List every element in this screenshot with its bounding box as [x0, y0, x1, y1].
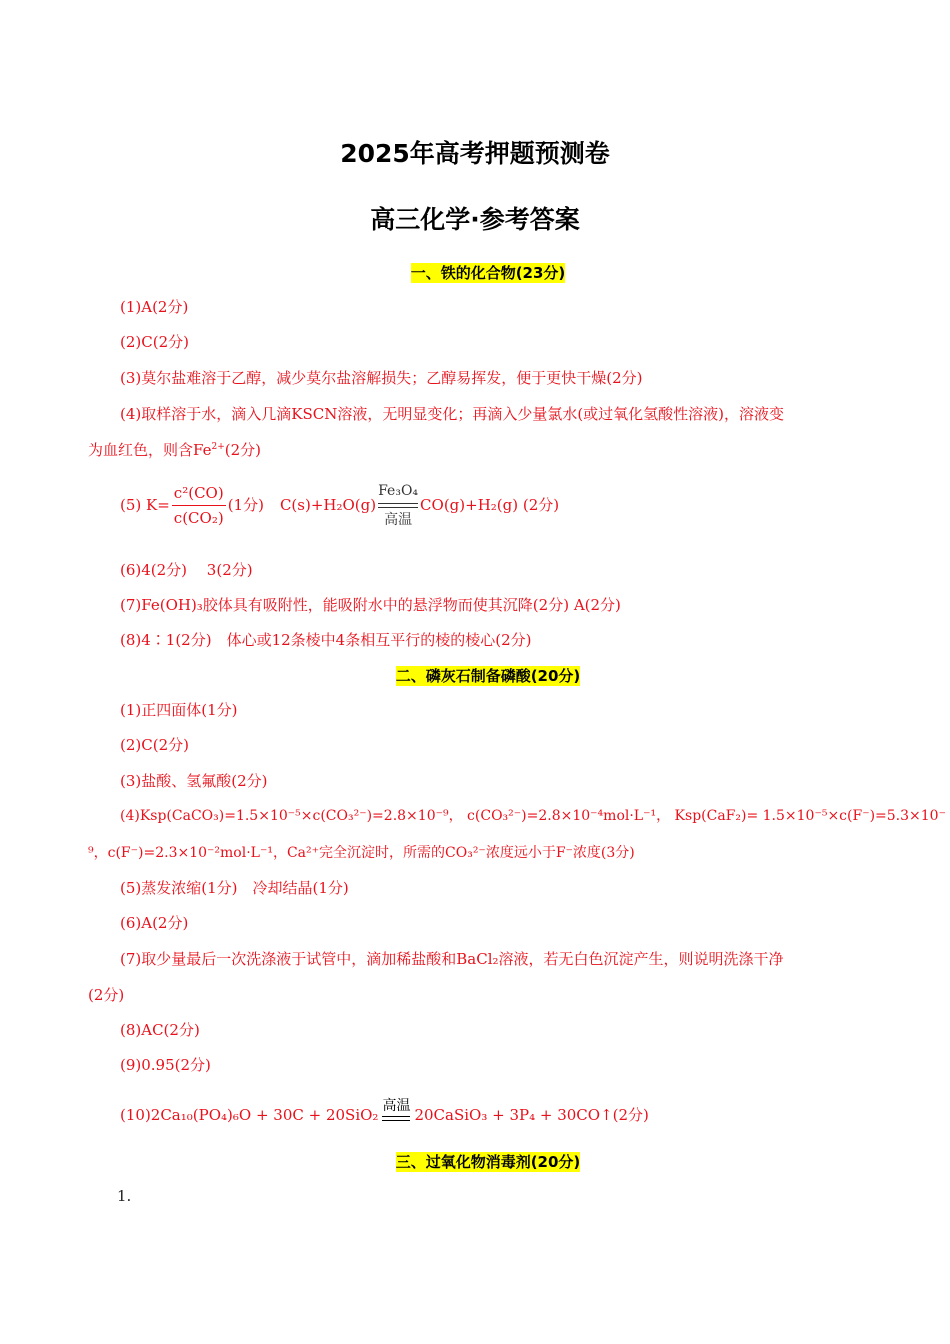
reaction-products: 20CaSiO₃ + 3P₄ + 30CO↑(2分): [414, 1106, 649, 1124]
s3-answer-1: 1.: [117, 1187, 132, 1205]
s2-answer-1: (1)正四面体(1分): [120, 701, 238, 719]
s1-answer-5: [120, 475, 559, 535]
k-numerator: c²(CO): [172, 483, 226, 506]
s1-answer-3: (3)莫尔盐难溶于乙醇，减少莫尔盐溶解损失；乙醇易挥发，便于更快干燥(2分): [120, 369, 643, 387]
s2-answer-7-line2: (2分): [88, 986, 125, 1004]
equal-sign: [382, 1116, 410, 1121]
s1-answer-4-line1: (4)取样溶于水，滴入几滴KSCN溶液，无明显变化；再滴入少量氯水(或过氧化氢酸性溶液)，溶液变: [120, 405, 785, 423]
k-score: (1分): [227, 496, 264, 514]
s2-answer-8: (8)AC(2分): [120, 1021, 200, 1039]
k-denominator: c(CO₂): [173, 508, 224, 527]
s2-answer-4-line2: ⁹，c(F⁻)=2.3×10⁻²mol·L⁻¹，Ca²⁺完全沉淀时，所需的CO₃²⁻浓度远小于F⁻浓度(3分): [88, 845, 635, 861]
s2-answer-9: (9)0.95(2分): [120, 1056, 211, 1074]
s1-answer-2: (2)C(2分): [120, 333, 189, 351]
section-1-label: 一、铁的化合物(23分): [410, 264, 566, 282]
s1-answer-4-line2: [88, 440, 261, 460]
equation-left: C(s)+H₂O(g): [279, 496, 377, 514]
s1-answer-8: (8)4∶1(2分) 体心或12条棱中4条相互平行的棱的棱心(2分): [120, 631, 532, 649]
s2-answer-10: [120, 1085, 649, 1125]
temperature-label-2: 高温: [382, 1098, 411, 1114]
document-subtitle: 高三化学·参考答案: [370, 205, 580, 234]
equation-right: CO(g)+H₂(g) (2分): [420, 496, 560, 514]
section-header-3: [0, 1151, 950, 1172]
s1-answer-4-score: (2分): [224, 441, 261, 459]
s2-answer-5: (5)蒸发浓缩(1分) 冷却结晶(1分): [120, 879, 349, 897]
k-expression-label: (5) K=: [120, 496, 170, 514]
section-2-label: 二、磷灰石制备磷酸(20分): [395, 667, 581, 685]
s2-answer-4-line1: (4)Ksp(CaCO₃)=1.5×10⁻⁵×c(CO₃²⁻)=2.8×10⁻⁹， c(CO₃²⁻)=2.8×10⁻⁴mol·L⁻¹， Ksp(CaF₂)= 1.5×10⁻⁵×c(F⁻)=5.3×10⁻: [120, 808, 946, 824]
section-header-1: [0, 262, 950, 283]
fe-charge: 2+: [211, 442, 225, 452]
reaction-condition: [378, 481, 418, 530]
s1-answer-7: (7)Fe(OH)₃胶体具有吸附性，能吸附水中的悬浮物而使其沉降(2分) A(2分): [120, 596, 621, 614]
section-3-label: 三、过氧化物消毒剂(20分): [395, 1153, 581, 1171]
s2-answer-6: (6)A(2分): [120, 914, 189, 932]
s2-answer-3: (3)盐酸、氢氟酸(2分): [120, 772, 268, 790]
catalyst-label: Fe₃O₄: [378, 482, 419, 499]
temperature-label: 高温: [384, 511, 413, 528]
reaction-reactants: (10)2Ca₁₀(PO₄)₆O + 30C + 20SiO₂: [120, 1106, 379, 1124]
s2-answer-2: (2)C(2分): [120, 736, 189, 754]
s1-answer-6: (6)4(2分) 3(2分): [120, 561, 253, 579]
reaction-condition-2: [382, 1096, 410, 1121]
k-fraction: [172, 483, 226, 528]
section-header-2: [0, 665, 950, 686]
s1-answer-4-text: 为血红色，则含Fe: [88, 441, 212, 459]
s2-answer-7-line1: (7)取少量最后一次洗涤液于试管中，滴加稀盐酸和BaCl₂溶液，若无白色沉淀产生，则说明洗涤干净: [120, 950, 784, 968]
s1-answer-1: (1)A(2分): [120, 298, 189, 316]
equilibrium-sign: [378, 503, 418, 508]
document-title: 2025年高考押题预测卷: [340, 139, 610, 168]
